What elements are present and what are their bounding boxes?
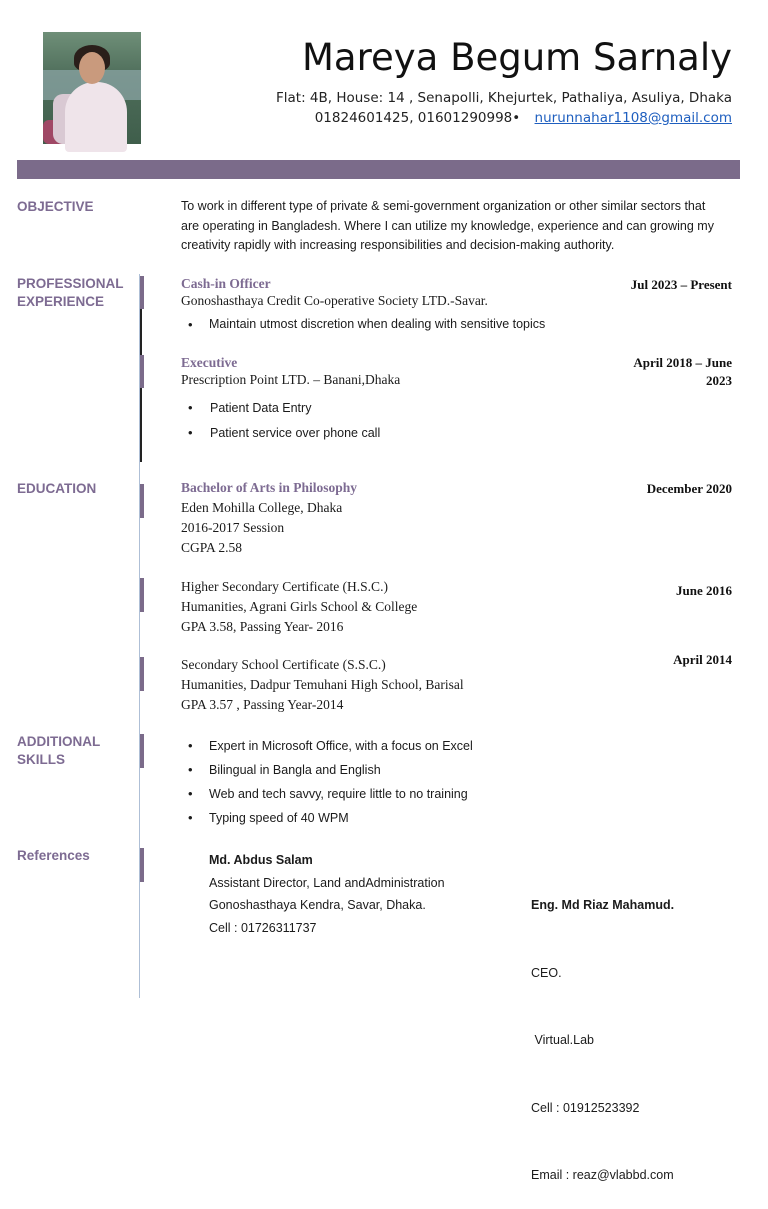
degree-title: Higher Secondary Certificate (H.S.C.) (181, 579, 388, 594)
list-item: • Patient Data Entry (181, 396, 380, 421)
skills-marker (140, 734, 144, 768)
phone-numbers: 01824601425, 01601290998• (314, 110, 521, 126)
references-marker (140, 848, 144, 882)
section-label-line: PROFESSIONAL (17, 276, 124, 291)
education-line: Eden Mohilla College, Dhaka (181, 500, 343, 515)
degree-title: Bachelor of Arts in Philosophy (181, 480, 358, 495)
job-duties (181, 317, 545, 331)
education-line: GPA 3.57 , Passing Year-2014 (181, 697, 344, 712)
reference-name: Md. Abdus Salam (209, 853, 313, 867)
education-date: December 2020 (646, 481, 732, 496)
job-title: Executive (181, 355, 238, 370)
job-date (633, 354, 732, 390)
education-marker (140, 657, 144, 691)
reference-name: Eng. Md Riaz Mahamud. (531, 898, 675, 912)
skills-list (181, 734, 473, 830)
list-item: • Maintain utmost discretion when dealing with sensitive topics (181, 317, 545, 331)
list-item: • Bilingual in Bangla and English (181, 758, 473, 782)
list-item: • Typing speed of 40 WPM (181, 806, 473, 830)
section-label-line: ADDITIONAL (17, 734, 101, 749)
education-marker (140, 484, 144, 518)
job-title: Cash-in Officer (181, 276, 271, 291)
degree-title: Secondary School Certificate (S.S.C.) (181, 657, 386, 672)
reference-card (531, 849, 674, 1209)
section-label-references: References (17, 848, 90, 863)
job-org: Gonoshasthaya Credit Co-operative Society LTD.-Savar. (181, 293, 488, 308)
section-label-experience (17, 275, 124, 311)
education-details (181, 498, 342, 558)
reference-cell: Cell : 01726311737 (209, 920, 317, 935)
education-line: Humanities, Dadpur Temuhani High School, Barisal (181, 677, 464, 692)
objective-line: To work in different type of private & semi-government organization or other similar sectors that (181, 199, 706, 213)
list-item: • Web and tech savvy, require little to no training (181, 782, 473, 806)
profile-photo (43, 32, 141, 144)
address: Flat: 4B, House: 14 , Senapolli, Khejurtek, Pathaliya, Asuliya, Dhaka (275, 90, 732, 106)
reference-org: Gonoshasthaya Kendra, Savar, Dhaka. (209, 898, 426, 912)
job-org: Prescription Point LTD. – Banani,Dhaka (181, 372, 401, 387)
education-line: GPA 3.58, Passing Year- 2016 (181, 619, 344, 634)
reference-card (209, 849, 445, 939)
section-label-education: EDUCATION (17, 481, 97, 496)
section-label-line: EXPERIENCE (17, 294, 105, 309)
section-label-line: SKILLS (17, 752, 66, 767)
education-date: April 2014 (673, 652, 732, 667)
education-line: CGPA 2.58 (181, 540, 243, 555)
job-date-line: April 2018 – June (633, 355, 732, 370)
list-item: • Patient service over phone call (181, 421, 380, 446)
reference-email: Email : reaz@vlabbd.com (531, 1168, 674, 1182)
objective-line: creativity rapidly with increasing responsibilities and decision-making authority. (181, 238, 615, 252)
education-marker (140, 578, 144, 612)
section-label-skills (17, 733, 100, 769)
resume-name: Mareya Begum Sarnaly (302, 36, 732, 79)
experience-marker (140, 355, 144, 388)
section-label-objective: OBJECTIVE (17, 199, 94, 214)
reference-title: CEO. (531, 965, 562, 980)
job-duties (181, 396, 380, 445)
education-line: 2016-2017 Session (181, 520, 285, 535)
objective-line: are operating in Bangladesh. Where I can utilize my knowledge, experience and can growing my (181, 218, 714, 233)
reference-org: Virtual.Lab (531, 1033, 595, 1047)
education-line: Humanities, Agrani Girls School & College (181, 599, 418, 614)
contact-line (315, 110, 732, 126)
education-date: June 2016 (676, 583, 732, 598)
reference-title: Assistant Director, Land andAdministration (209, 875, 445, 890)
job-date: Jul 2023 – Present (630, 277, 732, 292)
list-item: • Expert in Microsoft Office, with a focus on Excel (181, 734, 473, 758)
reference-cell: Cell : 01912523392 (531, 1100, 640, 1115)
experience-marker (140, 276, 144, 309)
header-divider-band (17, 160, 740, 179)
objective-text (181, 197, 741, 256)
education-details (181, 655, 464, 715)
education-details (181, 577, 417, 637)
email-link[interactable]: nurunnahar1108@gmail.com (534, 110, 732, 126)
job-date-line: 2023 (706, 373, 732, 388)
